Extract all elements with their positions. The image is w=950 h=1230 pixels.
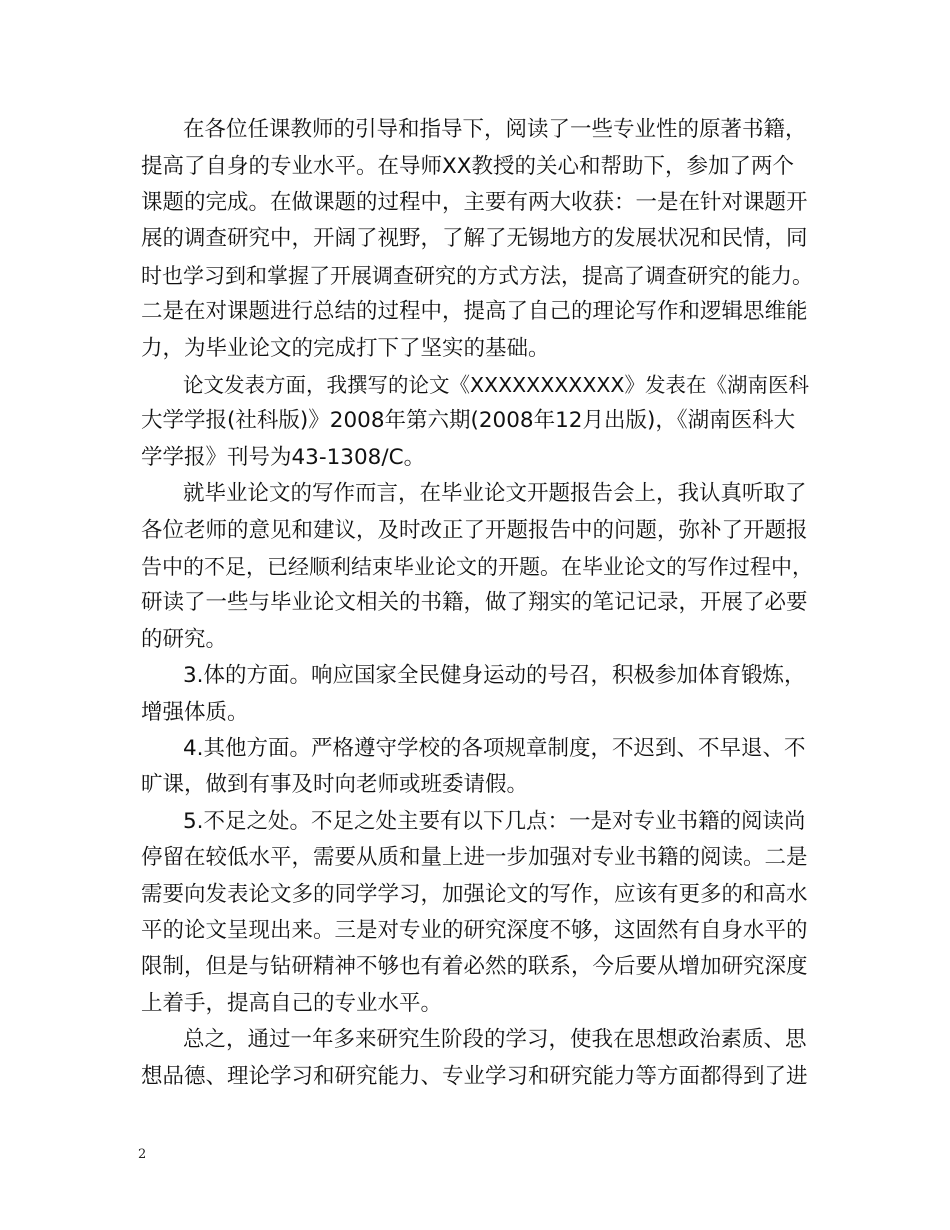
text-line: 停留在较低水平，需要从质和量上进一步加强对专业书籍的阅读。二是 (141, 845, 808, 870)
text-line: 提高了自身的专业水平。在导师XX教授的关心和帮助下，参加了两个 (141, 154, 794, 179)
text-line: 力，为毕业论文的完成打下了坚实的基础。 (141, 336, 550, 361)
text-line: 研读了一些与毕业论文相关的书籍，做了翔实的笔记记录，开展了必要 (141, 590, 808, 615)
text-line: 总之，通过一年多来研究生阶段的学习，使我在思想政治素质、思 (183, 1027, 807, 1052)
text-line: 需要向发表论文多的同学学习，加强论文的写作，应该有更多的和高水 (141, 882, 808, 907)
text-line: 限制，但是与钻研精神不够也有着必然的联系，今后要从增加研究深度 (141, 954, 808, 979)
text-line: 各位老师的意见和建议，及时改正了开题报告中的问题，弥补了开题报 (141, 518, 808, 543)
text-line: 想品德、理论学习和研究能力、专业学习和研究能力等方面都得到了进 (141, 1064, 808, 1089)
text-line: 告中的不足，已经顺利结束毕业论文的开题。在毕业论文的写作过程中， (141, 555, 813, 579)
text-line: 就毕业论文的写作而言，在毕业论文开题报告会上，我认真听取了 (183, 481, 807, 506)
text-line: 时也学习到和掌握了开展调查研究的方式方法，提高了调查研究的能力。 (141, 264, 813, 288)
text-line: 大学学报(社科版)》2008年第六期(2008年12月出版)，《湖南医科大 (141, 408, 796, 433)
text-line: 的研究。 (141, 627, 228, 652)
text-line: 学学报》刊号为43-1308/C。 (141, 445, 426, 470)
text-line: 3.体的方面。响应国家全民健身运动的号召，积极参加体育锻炼， (183, 663, 806, 688)
text-line: 旷课，做到有事及时向老师或班委请假。 (141, 772, 529, 797)
text-line: 上着手，提高自己的专业水平。 (141, 991, 443, 1016)
text-line: 展的调查研究中，开阔了视野，了解了无锡地方的发展状况和民情，同 (141, 226, 808, 251)
text-line: 课题的完成。在做课题的过程中，主要有两大收获：一是在针对课题开 (141, 190, 808, 215)
text-line: 4.其他方面。严格遵守学校的各项规章制度，不迟到、不早退、不 (183, 736, 806, 761)
text-line: 在各位任课教师的引导和指导下，阅读了一些专业性的原著书籍， (183, 117, 807, 142)
text-line: 二是在对课题进行总结的过程中，提高了自己的理论写作和逻辑思维能 (141, 299, 808, 324)
text-line: 论文发表方面，我撰写的论文《XXXXXXXXXXX》发表在《湖南医科 (183, 373, 809, 397)
page-number: 2 (138, 1147, 147, 1162)
text-line: 平的论文呈现出来。三是对专业的研究深度不够，这固然有自身水平的 (141, 918, 808, 943)
text-line: 增强体质。 (141, 700, 249, 725)
text-line: 5.不足之处。不足之处主要有以下几点：一是对专业书籍的阅读尚 (183, 809, 806, 834)
